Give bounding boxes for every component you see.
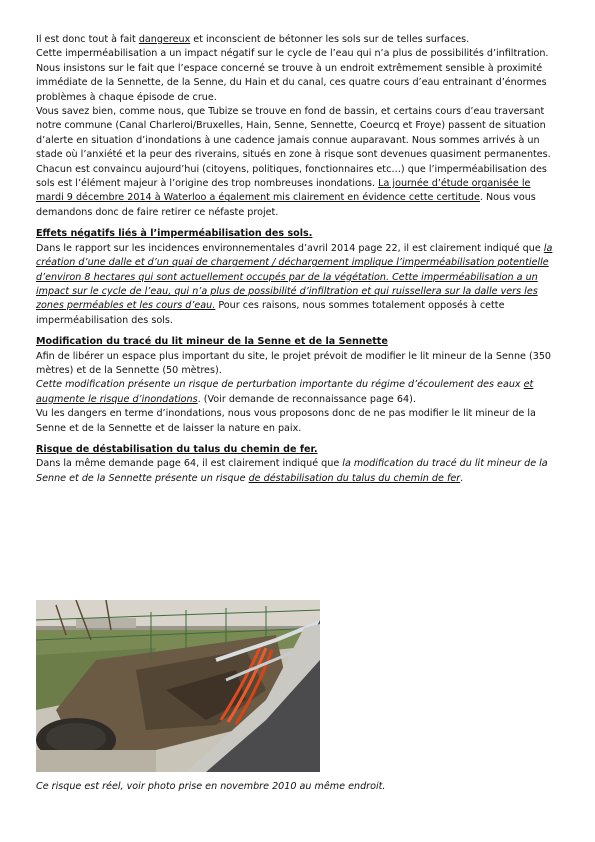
text-run: . (Voir demande de reconnaissance page 64). (197, 393, 416, 405)
photo-railway-embankment (36, 600, 320, 772)
underlined-word: dangereux (138, 34, 191, 45)
text-run: . (460, 472, 464, 484)
section-heading-modification: Modification du tracé du lit mineur de la Senne et de la Sennette (36, 336, 388, 348)
underlined-italic-statement: et augmente le risque d’inondations (36, 379, 534, 405)
text-run: Chacun est convaincu aujourd’hui (citoyens, politiques, fonctionnaires etc…) que l’imperméabilisation des sols est l’élément majeur à l’origine des trop nombreuses inondations. (36, 163, 547, 190)
text-run: Dans le rapport sur les incidences environnementales d’avril 2014 page 22, il est clairement indiqué que (36, 242, 544, 254)
text-run: et inconscient de bétonner les sols sur de telles surfaces. (190, 34, 470, 45)
photo-caption: Ce risque est réel, voir photo prise en novembre 2010 au même endroit. (36, 781, 386, 792)
text-run: Il est donc tout à fait (36, 34, 139, 45)
text-run: Pour ces raisons, nous sommes totalement opposés à cette imperméabilisation des sols. (36, 300, 505, 326)
paragraph-intro (36, 33, 558, 220)
underlined-italic-statement: de déstabilisation du talus du chemin de fer (248, 472, 461, 484)
italic-statement: Cette modification présente un risque de perturbation importante du régime d’écoulement des eaux (36, 379, 524, 391)
paragraph-impermeabilisation (36, 242, 558, 328)
italic-statement: la modification du tracé du lit mineur de la Senne et de la Sennette présente un risque (36, 458, 548, 484)
paragraph-modification (36, 350, 558, 436)
text-run: . Nous vous demandons donc de faire retirer ce néfaste projet. (36, 192, 536, 218)
quoted-statement: la création d’une dalle et d’un quai de chargement / déchargement implique l’imperméabilisation potentielle d’environ 8 hectares qui sont actuellement occupés par de la végétation. Cette imperméabilisation a un impact sur le cycle de l’eau, qui n’a plus de possibilité d’infiltration et qui ruissellera sur la dalle vers les zones perméables et les cours d’eau. (36, 242, 553, 312)
section-heading-impermeabilisation: Effets négatifs liés à l’imperméabilisation des sols. (36, 228, 313, 240)
text-run: Vous savez bien, comme nous, que Tubize se trouve en fond de bassin, et certains cours d’eau traversant notre commune (Canal Charleroi/Bruxelles, Hain, Senne, Sennette, Coeurcq et Froye) passent de situation d’alerte en situation d’inondations à une cadence jamais connue auparavant. Nous sommes arrivés à un stade où l’anxiété et la peur des riverains, situés en zone à risque sont devenues quasiment permanentes. (36, 106, 551, 161)
document-body (36, 33, 558, 486)
paragraph-destabilisation (36, 457, 558, 486)
text-run: Cette imperméabilisation a un impact négatif sur le cycle de l’eau qui n’a plus de possibilités d’infiltration. Nous insistons sur le fait que l’espace concerné se trouve à un endroit extrêmement sensible à proximité immédiate de la Sennette, de la Senne, du Hain et du canal, ces quatre cours d’eau entrainant d’énormes problèmes à chaque épisode de crue. (36, 48, 549, 103)
section-heading-destabilisation: Risque de déstabilisation du talus du chemin de fer. (36, 443, 318, 455)
text-run: Vu les dangers en terme d’inondations, nous vous proposons donc de ne pas modifier le lit mineur de la Senne et de la Sennette et de laisser la nature en paix. (36, 408, 536, 434)
text-run: Dans la même demande page 64, il est clairement indiqué que (36, 458, 343, 470)
text-run: Afin de libérer un espace plus important du site, le projet prévoit de modifier le lit mineur de la Senne (350 mètres) et de la Sennette (50 mètres). (36, 350, 552, 376)
underlined-statement: La journée d’étude organisée le mardi 9 décembre 2014 à Waterloo a également mis clairement en évidence cette certitude (36, 178, 531, 204)
